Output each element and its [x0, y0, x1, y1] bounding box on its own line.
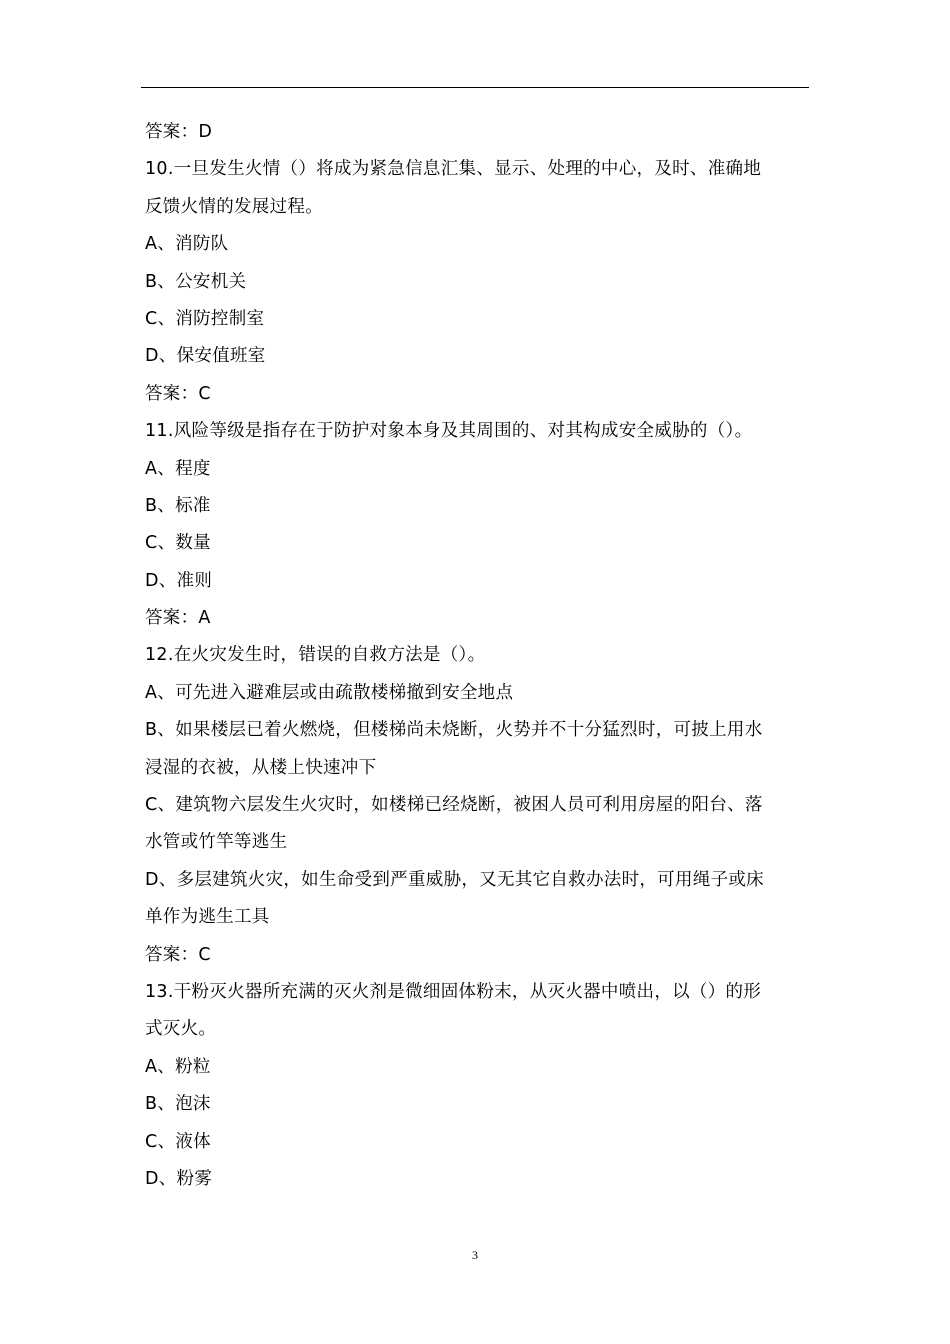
answer-line: 答案：C	[145, 944, 211, 965]
option-c: C、液体	[145, 1131, 211, 1152]
option-b: B、公安机关	[145, 271, 247, 292]
option-d-continued: 单作为逃生工具	[145, 907, 270, 928]
option-b: B、泡沫	[145, 1094, 211, 1115]
question-13-line: 式灭火。	[145, 1019, 217, 1040]
option-b-continued: 浸湿的衣被，从楼上快速冲下	[145, 757, 377, 778]
question-11-line: 11.风险等级是指存在于防护对象本身及其周围的、对其构成安全威胁的（）。	[145, 421, 753, 442]
answer-line: 答案：C	[145, 383, 211, 404]
option-a: A、可先进入避难层或由疏散楼梯撤到安全地点	[145, 682, 514, 703]
option-c-continued: 水管或竹竿等逃生	[145, 832, 288, 853]
page-content	[145, 114, 813, 1198]
option-a: A、粉粒	[145, 1056, 211, 1077]
option-d: D、多层建筑火灾，如生命受到严重威胁，又无其它自救办法时，可用绳子或床	[145, 869, 764, 890]
option-c: C、建筑物六层发生火灾时，如楼梯已经烧断，被困人员可利用房屋的阳台、落	[145, 795, 763, 816]
option-d: D、保安值班室	[145, 346, 266, 367]
option-c: C、数量	[145, 533, 211, 554]
option-d: D、准则	[145, 570, 213, 591]
answer-line: 答案：D	[145, 122, 213, 142]
question-10-line: 10.一旦发生火情（）将成为紧急信息汇集、显示、处理的中心，及时、准确地	[145, 159, 762, 180]
option-a: A、程度	[145, 458, 211, 479]
option-d: D、粉雾	[145, 1168, 213, 1189]
question-10-line: 反馈火情的发展过程。	[145, 196, 323, 217]
option-c: C、消防控制室	[145, 308, 265, 329]
header-rule	[141, 87, 809, 88]
answer-line: 答案：A	[145, 608, 211, 629]
question-13-line: 13.干粉灭火器所充满的灭火剂是微细固体粉末，从灭火器中喷出，以（）的形	[145, 981, 762, 1002]
option-b: B、如果楼层已着火燃烧，但楼梯尚未烧断，火势并不十分猛烈时，可披上用水	[145, 720, 763, 741]
page-number: 3	[472, 1248, 478, 1262]
option-b: B、标准	[145, 495, 211, 516]
option-a: A、消防队	[145, 234, 229, 255]
question-12-line: 12.在火灾发生时，错误的自救方法是（）。	[145, 645, 486, 666]
